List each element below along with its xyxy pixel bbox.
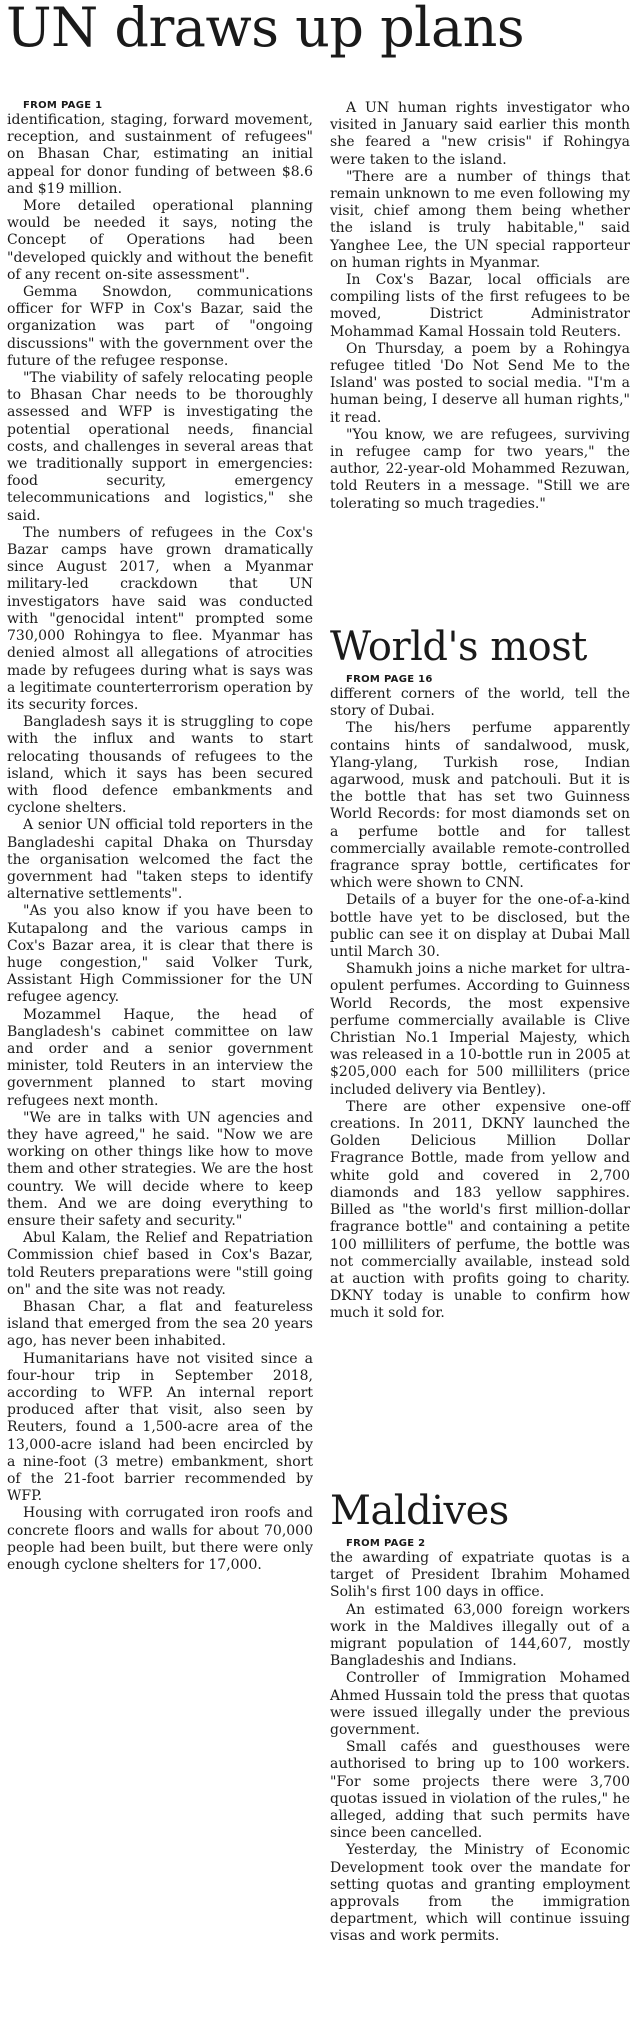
article-paragraph: "We are in talks with UN agencies and they have agreed," he said. "Now we are working on other things like how to move them and other strategies. We are the host country. We will decide where to keep them. And we are doing everything to ensure their safety and security." [7, 1109, 313, 1229]
un-story-right-column [330, 100, 630, 513]
maldives-headline: Maldives [330, 1488, 509, 1534]
article-paragraph: "The viability of safely relocating people to Bhasan Char needs to be thoroughly assessed and WFP is investigating the potential operational needs, financial costs, and challenges in several areas that we traditionally support in emergencies: food security, emergency telecommunications and logistics," she said. [7, 370, 313, 524]
article-paragraph: "You know, we are refugees, surviving in refugee camp for two years," the author, 22-year-old Mohammed Rezuwan, told Reuters in a message. "Still we are tolerating so much tragedies." [330, 426, 630, 512]
article-paragraph: More detailed operational planning would be needed it says, noting the Concept of Operations had been "developed quickly and without the benefit of any recent on-site assessment". [7, 198, 313, 283]
article-paragraph: Gemma Snowdon, communications officer for WFP in Cox's Bazar, said the organization was part of "ongoing discussions" with the government over the future of the refugee response. [7, 284, 313, 369]
un-story-left-column [7, 100, 313, 1574]
world-most-kicker: FROM PAGE 16 [346, 674, 433, 685]
world-most-story [330, 624, 630, 1323]
article-paragraph: There are other expensive one-off creations. In 2011, DKNY launched the Golden Delicious Million Dollar Fragrance Bottle, made from yellow and white gold and covered in 2,700 diamonds and 183 yellow sapphires. Billed as "the world's first million-dollar fragrance bottle" and containing a petite 100 milliliters of perfume, the bottle was not commercially available, instead sold at auction with profits going to charity. DKNY today is unable to confirm how much it sold for. [330, 1098, 630, 1322]
article-paragraph: The his/hers perfume apparently contains hints of sandalwood, musk, Ylang-ylang, Turkish rose, Indian agarwood, musk and patchouli. But it is the bottle that has set two Guinness World Records: for most diamonds set on a perfume bottle and for tallest commercially available remote-controlled fragrance spray bottle, certificates for which were shown to CNN. [330, 720, 630, 892]
article-paragraph: different corners of the world, tell the story of Dubai. [330, 686, 630, 720]
article-paragraph: Details of a buyer for the one-of-a-kind bottle have yet to be disclosed, but the public can see it on display at Dubai Mall until March 30. [330, 892, 630, 961]
article-paragraph: A senior UN official told reporters in the Bangladeshi capital Dhaka on Thursday the organisation welcomed the fact the government had "taken steps to identify alternative settlements". [7, 817, 313, 903]
article-paragraph: Small cafés and guesthouses were authorised to bring up to 100 workers. "For some projects there were 3,700 quotas issued in violation of the rules," he alleged, adding that such permits have since been cancelled. [330, 1739, 630, 1842]
article-paragraph: Yesterday, the Ministry of Economic Development took over the mandate for setting quotas and granting employment approvals from the immigration department, which will continue issuing visas and work permits. [330, 1842, 630, 1945]
article-paragraph: Mozammel Haque, the head of Bangladesh's cabinet committee on law and order and a senior government minister, told Reuters in an interview the government planned to start moving refugees next month. [7, 1006, 313, 1109]
un-kicker: FROM PAGE 1 [23, 100, 103, 111]
article-paragraph: Housing with corrugated iron roofs and concrete floors and walls for about 70,000 people had been built, but there were only enough cyclone shelters for 17,000. [7, 1505, 313, 1574]
world-most-headline: World's most [330, 624, 587, 670]
article-paragraph: Shamukh joins a niche market for ultra-opulent perfumes. According to Guinness World Records, the most expensive perfume commercially available is Clive Christian No.1 Imperial Majesty, which was released in a 10-bottle run in 2005 at $205,000 each for 500 milliliters (price included delivery via Bentley). [330, 961, 630, 1098]
article-paragraph: identification, staging, forward movement, reception, and sustainment of refugees" on Bhasan Char, estimating an initial appeal for donor funding of between $8.6 and $19 million. [7, 112, 313, 197]
maldives-story [330, 1488, 630, 1946]
article-paragraph: Controller of Immigration Mohamed Ahmed Hussain told the press that quotas were issued illegally under the previous government. [330, 1670, 630, 1739]
article-paragraph: Abul Kalam, the Relief and Repatriation Commission chief based in Cox's Bazar, told Reuters preparations were "still going on" and the site was not ready. [7, 1230, 313, 1298]
article-paragraph: An estimated 63,000 foreign workers work in the Maldives illegally out of a migrant population of 144,607, mostly Bangladeshis and Indians. [330, 1601, 630, 1670]
article-paragraph: The numbers of refugees in the Cox's Bazar camps have grown dramatically since August 2017, when a Myanmar military-led crackdown that UN investigators have said was conducted with "genocidal intent" prompted some 730,000 Rohingya to flee. Myanmar has denied almost all allegations of atrocities made by refugees during what is says was a legitimate counterterrorism operation by its security forces. [7, 524, 313, 713]
un-headline: UN draws up plans [6, 0, 525, 59]
article-paragraph: "There are a number of things that remain unknown to me even following my visit, chief among them being whether the island is truly habitable," said Yanghee Lee, the UN special rapporteur on human rights in Myanmar. [330, 168, 630, 271]
maldives-kicker: FROM PAGE 2 [346, 1538, 426, 1549]
article-paragraph: Humanitarians have not visited since a four-hour trip in September 2018, according to WFP. An internal report produced after that visit, also seen by Reuters, found a 1,500-acre area of the 13,000-acre island had been encircled by a nine-foot (3 metre) embankment, short of the 21-foot barrier recommended by WFP. [7, 1350, 313, 1505]
article-paragraph: "As you also know if you have been to Kutapalong and the various camps in Cox's Bazar area, it is clear that there is huge congestion," said Volker Turk, Assistant High Commissioner for the UN refugee agency. [7, 903, 313, 1006]
article-paragraph: A UN human rights investigator who visited in January said earlier this month she feared a "new crisis" if Rohingya were taken to the island. [330, 100, 630, 168]
article-paragraph: In Cox's Bazar, local officials are compiling lists of the first refugees to be moved, District Administrator Mohammad Kamal Hossain told Reuters. [330, 272, 630, 340]
article-paragraph: Bhasan Char, a flat and featureless island that emerged from the sea 20 years ago, has never been inhabited. [7, 1299, 313, 1350]
article-paragraph: Bangladesh says it is struggling to cope with the influx and wants to start relocating thousands of refugees to the island, which it says has been secured with flood defence embankments and cyclone shelters. [7, 714, 313, 817]
article-paragraph: the awarding of expatriate quotas is a target of President Ibrahim Mohamed Solih's first 100 days in office. [330, 1550, 630, 1601]
article-paragraph: On Thursday, a poem by a Rohingya refugee titled 'Do Not Send Me to the Island' was posted to social media. "I'm a human being, I deserve all human rights," it read. [330, 340, 630, 426]
